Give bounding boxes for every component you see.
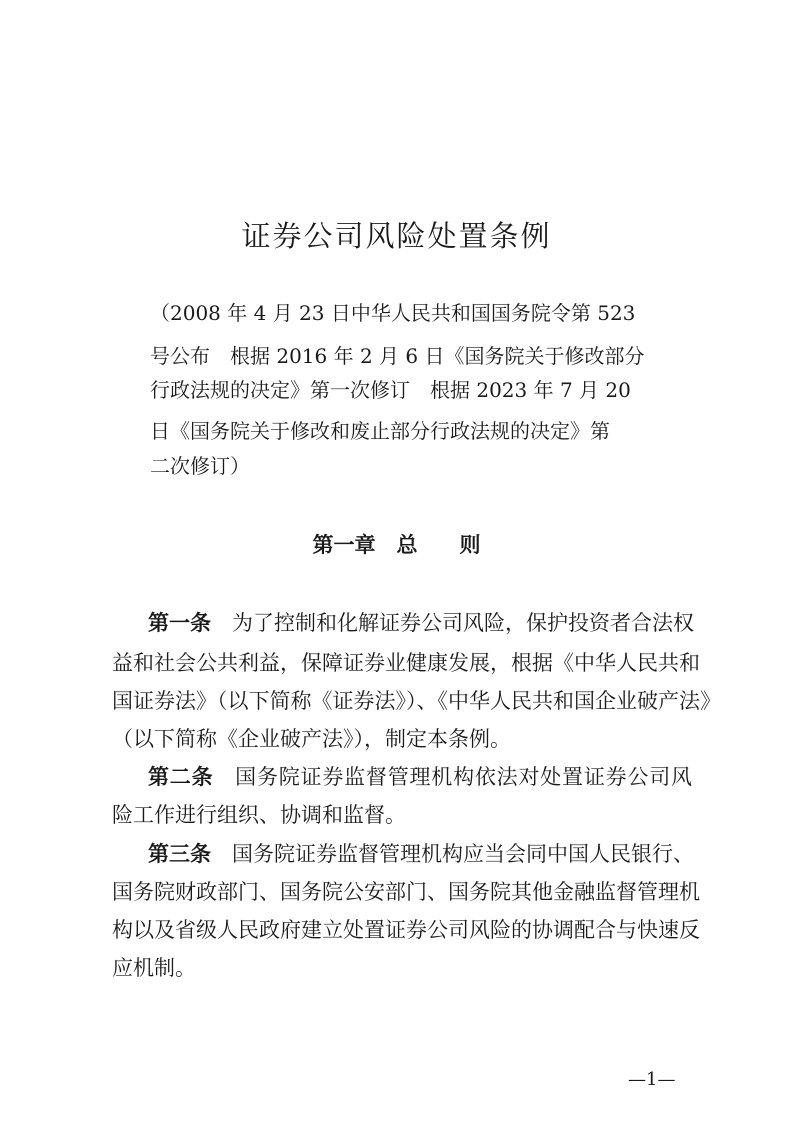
prologue-line: 二次修订） (150, 454, 250, 478)
prologue-line: 日《国务院关于修改和废止部分行政法规的决定》第 (150, 419, 610, 443)
article-1-text: 为了控制和化解证券公司风险，保护投资者合法权 (232, 611, 694, 635)
prologue-line: （2008 年 4 月 23 日中华人民共和国国务院令第 523 (150, 301, 636, 325)
article-1-line: 国证券法》（以下简称《证券法》）、《中华人民共和国企业破产法》 (112, 689, 721, 713)
article-1-line: 益和社会公共利益，保障证券业健康发展，根据《中华人民共和 (112, 651, 700, 675)
article-1-first-line (148, 608, 692, 638)
prologue-line: 号公布 根据 2016 年 2 月 6 日《国务院关于修改部分 (150, 344, 645, 368)
article-3-line: 国务院财政部门、国务院公安部门、国务院其他金融监督管理机 (112, 880, 700, 904)
article-2-text: 国务院证券监督管理机构依法对处置证券公司风 (235, 765, 693, 789)
article-3-line: 应机制。 (112, 956, 196, 980)
page-number: —1— (628, 1069, 676, 1090)
article-2-line: 险工作进行组织、协调和监督。 (112, 803, 406, 827)
prologue-line: 行政法规的决定》第一次修订 根据 2023 年 7 月 20 (150, 378, 631, 402)
article-3-first-line (148, 839, 692, 869)
document-title: 证券公司风险处置条例 (241, 219, 552, 253)
article-1-heading: 第一条 (148, 611, 211, 635)
article-3-heading: 第三条 (148, 842, 211, 866)
article-2-first-line (148, 762, 692, 792)
article-1-text (211, 611, 232, 635)
article-3-text (211, 842, 232, 866)
chapter-heading: 第一章 总 则 (312, 533, 481, 557)
article-2-text (213, 765, 235, 789)
article-3-text: 国务院证券监督管理机构应当会同中国人民银行、 (232, 842, 694, 866)
article-3-line: 构以及省级人民政府建立处置证券公司风险的协调配合与快速反 (112, 918, 700, 942)
article-1-line: （以下简称《企业破产法》），制定本条例。 (112, 727, 511, 751)
article-2-heading: 第二条 (148, 765, 214, 789)
